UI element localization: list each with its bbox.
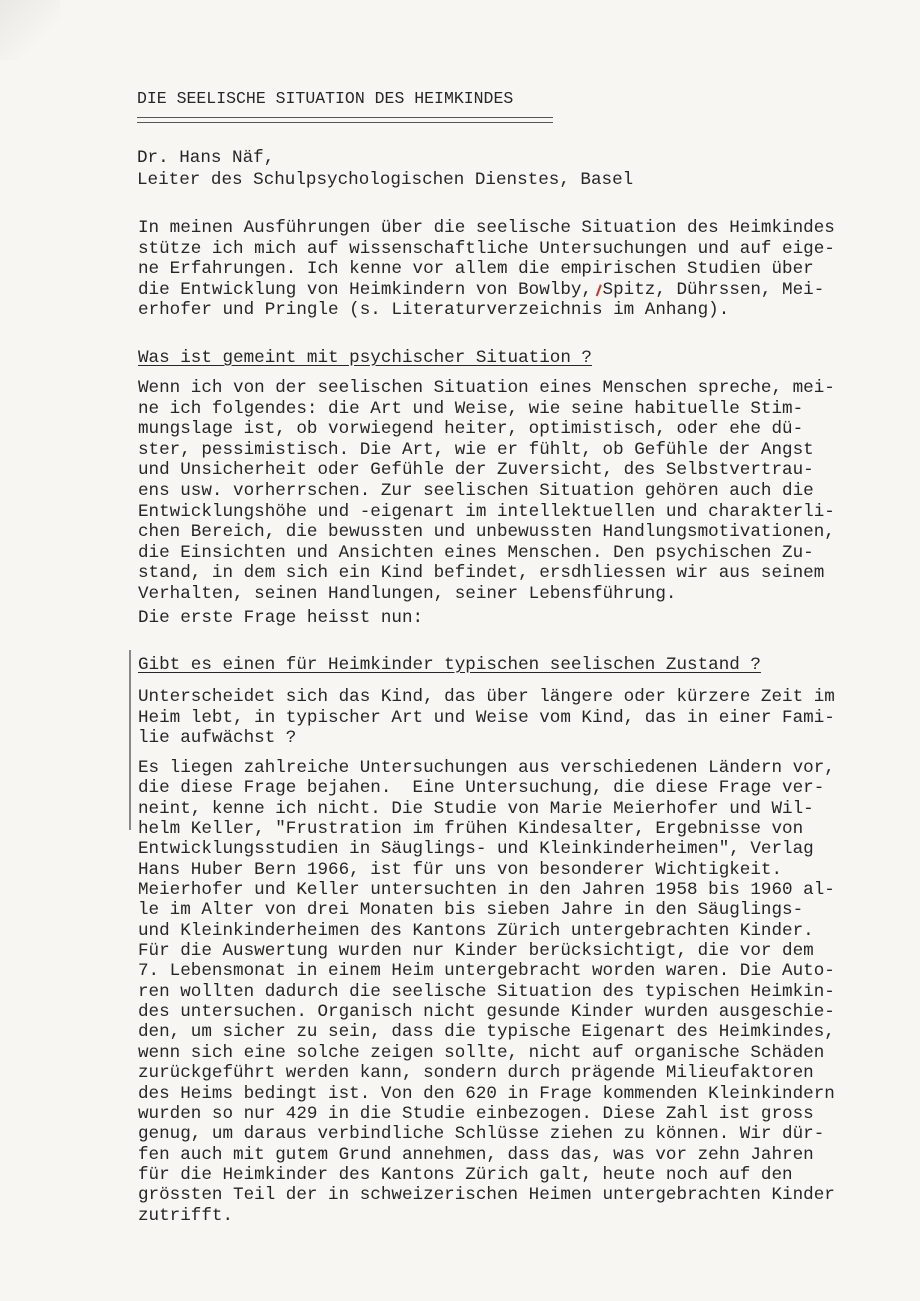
author-name: Dr. Hans Näf, <box>137 148 275 168</box>
section-paragraph-studies: Es liegen zahlreiche Untersuchungen aus verschiedenen Ländern vor, die diese Frage bejahen. Eine Untersuchung, die diese Frage ver- neint, kenne ich nicht. Die Studie von Marie Meierhofer und Wil- helm Keller, "Frustration im frühen Kindesalter, Ergebnisse von Entwicklungsstudien in Säuglings- und Kleinkinderheimen", Verlag Hans Huber Bern 1966, ist für uns von besonderer Wichtigkeit. Meierhofer und Keller untersuchten in den Jahren 1958 bis 1960 al- le im Alter von drei Monaten bis sieben Jahre in den Säuglings- und Kleinkinderheimen des Kantons Zürich untergebrachten Kinder. Für die Auswertung wurden nur Kinder berücksichtigt, die vor dem 7. Lebensmonat in einem Heim untergebracht worden waren. Die Auto- ren wollten dadurch die seelische Situation des typischen Heimkin- des untersuchen. Organisch nicht gesunde Kinder wurden ausgeschie- den, um sicher zu sein, dass die typische Eigenart des Heimkindes, wenn sich eine solche zeigen sollte, nicht auf organische Schäden zurückgeführt werden kann, sondern durch prägende Milieufaktoren des Heims bedingt ist. Von den 620 in Frage kommenden Kleinkindern wurden so nur 429 in die Studie einbezogen. Diese Zahl ist gross genug, um daraus verbindliche Schlüsse ziehen zu können. Wir dür- fen auch mit gutem Grund annehmen, dass das, was vor zehn Jahren für die Heimkinder des Kantons Zürich galt, heute noch auf den grössten Teil der in schweizerischen Heimen untergebrachten Kinder zutrifft. <box>138 758 835 1226</box>
section-heading-typischer-zustand: Gibt es einen für Heimkinder typischen seelischen Zustand ? <box>138 655 761 675</box>
section-paragraph-question: Unterscheidet sich das Kind, das über längere oder kürzere Zeit im Heim lebt, in typischer Art und Weise vom Kind, das in einer Fami- lie aufwächst ? <box>138 687 835 749</box>
margin-mark <box>129 650 131 830</box>
intro-paragraph: In meinen Ausführungen über die seelische Situation des Heimkindes stütze ich mich auf wissenschaftliche Untersuchungen und auf eige- ne Erfahrungen. Ich kenne vor allem die empirischen Studien über die Entwicklung von Heimkindern von Bowlby, Spitz, Dührssen, Mei- erhofer und Pringle (s. Literaturverzeichnis im Anhang). <box>138 218 835 321</box>
section-heading-psychische-situation: Was ist gemeint mit psychischer Situation ? <box>138 348 592 368</box>
question-intro: Die erste Frage heisst nun: <box>138 608 424 628</box>
document-title: DIE SEELISCHE SITUATION DES HEIMKINDES <box>137 89 514 108</box>
section-paragraph-psychische-situation: Wenn ich von der seelischen Situation eines Menschen spreche, mei- ne ich folgendes: die Art und Weise, wie seine habituelle Stim- mungslage ist, ob vorwiegend heiter, optimistisch, oder ehe dü- ster, pessimistisch. Die Art, wie er fühlt, ob Gefühle der Angst und Unsicherheit oder Gefühle der Zuversicht, des Selbstvertrau- ens usw. vorherrschen. Zur seelischen Situation gehören auch die Entwicklungshöhe und -eigenart im intellektuellen und charakterli- chen Bereich, die bewussten und unbewussten Handlungsmotivationen, die Einsichten und Ansichten eines Menschen. Den psychischen Zu- stand, in dem sich ein Kind befindet, ersdhliessen wir aus seinem Verhalten, seinen Handlungen, seiner Lebensführung. <box>138 378 835 604</box>
paper-corner-fold <box>0 0 60 60</box>
title-double-underline <box>137 117 553 123</box>
author-affiliation: Leiter des Schulpsychologischen Dienstes, Basel <box>137 170 634 190</box>
